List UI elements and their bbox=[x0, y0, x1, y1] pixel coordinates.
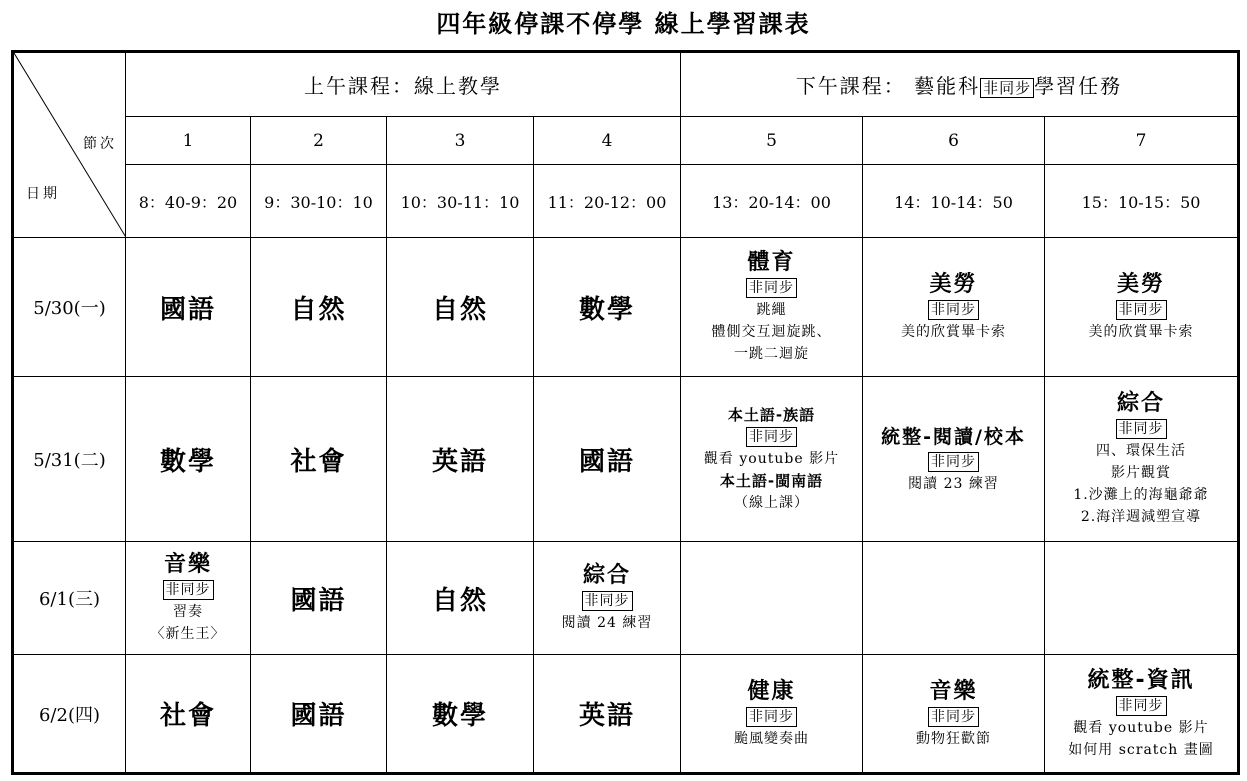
async-badge: 非同步 bbox=[746, 707, 797, 727]
task-line: 美的欣賞畢卡索 bbox=[901, 324, 1006, 340]
date-cell: 6/1(三) bbox=[13, 542, 126, 655]
task-line: 閱讀 23 練習 bbox=[908, 476, 999, 492]
period-time: 13：20-14：00 bbox=[681, 165, 863, 238]
period-number: 4 bbox=[534, 117, 681, 165]
task-subject: 體育 bbox=[747, 250, 796, 275]
task-line: 跳繩 bbox=[756, 302, 787, 318]
task-cell bbox=[863, 377, 1045, 542]
task-cell bbox=[681, 377, 863, 542]
morning-header: 上午課程：線上教學 bbox=[126, 52, 681, 117]
subject-cell: 自然 bbox=[387, 542, 534, 655]
task-line: 2.海洋週減塑宣導 bbox=[1080, 509, 1202, 525]
task-cell bbox=[1045, 655, 1239, 774]
async-badge: 非同步 bbox=[746, 427, 797, 447]
task-subject: 健康 bbox=[747, 678, 796, 704]
task-line: 觀看 youtube 影片 bbox=[1073, 719, 1209, 736]
subject-cell: 國語 bbox=[251, 655, 387, 774]
task-line: 習奏 bbox=[173, 604, 203, 620]
subject-cell: 國語 bbox=[534, 377, 681, 542]
task-subject: 統整-閱讀/校本 bbox=[881, 426, 1026, 448]
schedule-table bbox=[11, 50, 1240, 775]
subject-cell: 自然 bbox=[387, 238, 534, 377]
subject-cell: 英語 bbox=[387, 377, 534, 542]
task-cell bbox=[534, 542, 681, 655]
task-cell bbox=[681, 655, 863, 774]
async-badge: 非同步 bbox=[928, 707, 979, 727]
subject-cell: 數學 bbox=[126, 377, 251, 542]
task-line: 一跳二迴旋 bbox=[734, 346, 809, 362]
task-subject: 美勞 bbox=[929, 272, 978, 297]
task-line: 〈新生王〉 bbox=[150, 626, 226, 642]
task-cell bbox=[681, 238, 863, 377]
task-line: 影片觀賞 bbox=[1111, 465, 1171, 481]
task-subject: 綜合 bbox=[1117, 391, 1166, 416]
task-cell bbox=[126, 542, 251, 655]
period-number: 6 bbox=[863, 117, 1045, 165]
period-time: 10：30-11：10 bbox=[387, 165, 534, 238]
task-line: 如何用 scratch 畫圖 bbox=[1068, 741, 1214, 758]
empty-cell bbox=[681, 542, 863, 655]
period-time: 8：40-9：20 bbox=[126, 165, 251, 238]
task-line: 颱風變奏曲 bbox=[734, 730, 809, 747]
task-cell bbox=[1045, 238, 1239, 377]
async-badge: 非同步 bbox=[928, 300, 979, 320]
async-badge: 非同步 bbox=[1116, 300, 1167, 320]
period-time: 15：10-15：50 bbox=[1045, 165, 1239, 238]
period-number: 7 bbox=[1045, 117, 1239, 165]
task-subject: 綜合 bbox=[582, 563, 631, 588]
task-cell bbox=[1045, 377, 1239, 542]
period-time: 9：30-10：10 bbox=[251, 165, 387, 238]
task-cell bbox=[863, 655, 1045, 774]
subject-cell: 數學 bbox=[387, 655, 534, 774]
empty-cell bbox=[863, 542, 1045, 655]
date-cell: 5/31(二) bbox=[13, 377, 126, 542]
empty-cell bbox=[1045, 542, 1239, 655]
task-subject: 美勞 bbox=[1117, 272, 1166, 297]
async-badge: 非同步 bbox=[746, 278, 797, 298]
async-badge: 非同步 bbox=[928, 452, 979, 472]
period-time: 14：10-14：50 bbox=[863, 165, 1045, 238]
async-badge: 非同步 bbox=[582, 591, 633, 611]
async-badge: 非同步 bbox=[1116, 419, 1167, 439]
diagonal-header-cell bbox=[13, 52, 126, 238]
subject-cell: 數學 bbox=[534, 238, 681, 377]
task-line: 觀看 youtube 影片 bbox=[703, 451, 840, 467]
date-cell: 5/30(一) bbox=[13, 238, 126, 377]
task-subject: 統整-資訊 bbox=[1087, 667, 1195, 693]
task-line: 閱讀 24 練習 bbox=[561, 615, 653, 631]
date-cell: 6/2(四) bbox=[13, 655, 126, 774]
async-badge: 非同步 bbox=[163, 580, 214, 600]
period-label: 節次 bbox=[83, 136, 117, 152]
subject-cell: 國語 bbox=[126, 238, 251, 377]
task-subject: 本土語-閩南語 bbox=[719, 472, 824, 490]
subject-cell: 社會 bbox=[251, 377, 387, 542]
task-line: 體側交互迴旋跳、 bbox=[711, 324, 832, 340]
afternoon-async-box: 非同步 bbox=[980, 78, 1034, 98]
period-number: 5 bbox=[681, 117, 863, 165]
subject-cell: 社會 bbox=[126, 655, 251, 774]
task-subject: 音樂 bbox=[163, 552, 212, 577]
period-time: 11：20-12：00 bbox=[534, 165, 681, 238]
async-badge: 非同步 bbox=[1116, 696, 1167, 716]
period-number: 3 bbox=[387, 117, 534, 165]
afternoon-header-pre: 下午課程： 藝能科 bbox=[795, 74, 981, 98]
subject-cell: 國語 bbox=[251, 542, 387, 655]
afternoon-header bbox=[681, 52, 1239, 117]
page-title: 四年級停課不停學 線上學習課表 bbox=[436, 10, 811, 38]
task-line: 1.沙灘上的海龜爺爺 bbox=[1073, 487, 1209, 503]
task-subject: 本土語-族語 bbox=[727, 406, 816, 424]
task-line: （線上課） bbox=[734, 495, 809, 511]
task-line: 美的欣賞畢卡索 bbox=[1088, 324, 1194, 340]
task-line: 四、環保生活 bbox=[1096, 443, 1186, 459]
task-cell bbox=[863, 238, 1045, 377]
task-subject: 音樂 bbox=[929, 678, 978, 704]
task-line: 動物狂歡節 bbox=[916, 730, 991, 747]
period-number: 2 bbox=[251, 117, 387, 165]
date-label: 日期 bbox=[26, 186, 60, 202]
period-number: 1 bbox=[126, 117, 251, 165]
subject-cell: 自然 bbox=[251, 238, 387, 377]
afternoon-header-post: 學習任務 bbox=[1034, 74, 1123, 98]
subject-cell: 英語 bbox=[534, 655, 681, 774]
